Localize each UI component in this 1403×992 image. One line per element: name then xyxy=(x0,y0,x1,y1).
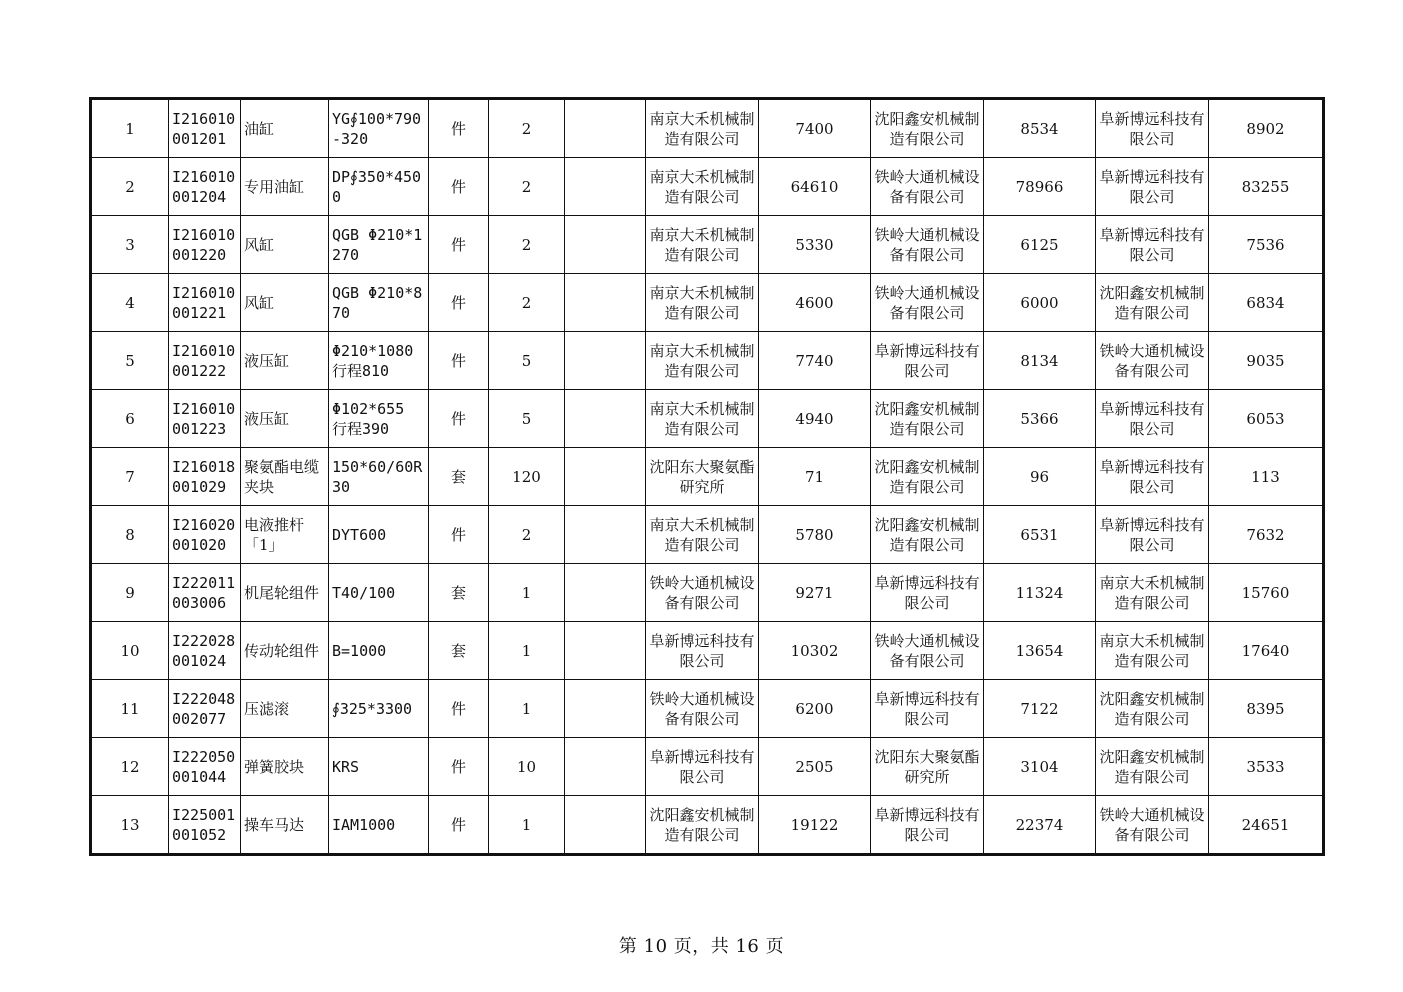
price-1-cell: 64610 xyxy=(759,158,871,216)
table-row xyxy=(91,796,1324,855)
empty-cell xyxy=(565,680,646,738)
supplier-1-cell: 南京大禾机械制造有限公司 xyxy=(646,99,759,158)
supplier-2-cell: 阜新博远科技有限公司 xyxy=(871,332,984,390)
table-row xyxy=(91,274,1324,332)
specification-cell: QGB Φ210*870 xyxy=(329,274,429,332)
price-1-cell: 10302 xyxy=(759,622,871,680)
price-2-cell: 96 xyxy=(984,448,1096,506)
supplier-2-cell: 铁岭大通机械设备有限公司 xyxy=(871,622,984,680)
quantity-cell: 1 xyxy=(489,680,565,738)
material-name-cell: 风缸 xyxy=(241,274,329,332)
unit-cell: 件 xyxy=(429,216,489,274)
price-2-cell: 11324 xyxy=(984,564,1096,622)
material-name-cell: 液压缸 xyxy=(241,332,329,390)
supplier-1-cell: 阜新博远科技有限公司 xyxy=(646,622,759,680)
price-2-cell: 7122 xyxy=(984,680,1096,738)
supplier-3-cell: 南京大禾机械制造有限公司 xyxy=(1096,564,1209,622)
empty-cell xyxy=(565,738,646,796)
supplier-2-cell: 阜新博远科技有限公司 xyxy=(871,564,984,622)
page-footer: 第 10 页，共 16 页 xyxy=(618,936,785,957)
material-code-cell: I216020001020 xyxy=(169,506,241,564)
table-row xyxy=(91,564,1324,622)
price-3-cell: 113 xyxy=(1209,448,1324,506)
price-3-cell: 6053 xyxy=(1209,390,1324,448)
empty-cell xyxy=(565,622,646,680)
material-code-cell: I216010001204 xyxy=(169,158,241,216)
price-1-cell: 5780 xyxy=(759,506,871,564)
quantity-cell: 5 xyxy=(489,390,565,448)
price-1-cell: 7740 xyxy=(759,332,871,390)
unit-cell: 件 xyxy=(429,99,489,158)
supplier-3-cell: 沈阳鑫安机械制造有限公司 xyxy=(1096,738,1209,796)
supplier-1-cell: 铁岭大通机械设备有限公司 xyxy=(646,564,759,622)
supplier-3-cell: 沈阳鑫安机械制造有限公司 xyxy=(1096,680,1209,738)
table-row xyxy=(91,158,1324,216)
unit-cell: 套 xyxy=(429,564,489,622)
unit-cell: 件 xyxy=(429,738,489,796)
price-1-cell: 5330 xyxy=(759,216,871,274)
quantity-cell: 2 xyxy=(489,99,565,158)
supplier-3-cell: 阜新博远科技有限公司 xyxy=(1096,216,1209,274)
unit-cell: 件 xyxy=(429,796,489,855)
specification-cell: DYT600 xyxy=(329,506,429,564)
price-2-cell: 13654 xyxy=(984,622,1096,680)
price-3-cell: 24651 xyxy=(1209,796,1324,855)
price-3-cell: 7632 xyxy=(1209,506,1324,564)
unit-cell: 套 xyxy=(429,622,489,680)
unit-cell: 套 xyxy=(429,448,489,506)
specification-cell: KRS xyxy=(329,738,429,796)
price-2-cell: 6000 xyxy=(984,274,1096,332)
supplier-3-cell: 铁岭大通机械设备有限公司 xyxy=(1096,796,1209,855)
price-2-cell: 8134 xyxy=(984,332,1096,390)
supplier-2-cell: 铁岭大通机械设备有限公司 xyxy=(871,274,984,332)
empty-cell xyxy=(565,216,646,274)
material-code-cell: I216010001220 xyxy=(169,216,241,274)
specification-cell: YG∮100*790-320 xyxy=(329,99,429,158)
material-name-cell: 风缸 xyxy=(241,216,329,274)
row-number-cell: 3 xyxy=(91,216,169,274)
price-3-cell: 8902 xyxy=(1209,99,1324,158)
supplier-3-cell: 南京大禾机械制造有限公司 xyxy=(1096,622,1209,680)
price-1-cell: 4600 xyxy=(759,274,871,332)
price-2-cell: 6531 xyxy=(984,506,1096,564)
supplier-1-cell: 南京大禾机械制造有限公司 xyxy=(646,216,759,274)
empty-cell xyxy=(565,564,646,622)
supplier-3-cell: 沈阳鑫安机械制造有限公司 xyxy=(1096,274,1209,332)
quantity-cell: 2 xyxy=(489,274,565,332)
supplier-2-cell: 沈阳东大聚氨酯研究所 xyxy=(871,738,984,796)
specification-cell: DP∮350*4500 xyxy=(329,158,429,216)
specification-cell: ∮325*3300 xyxy=(329,680,429,738)
quantity-cell: 1 xyxy=(489,796,565,855)
supplier-1-cell: 铁岭大通机械设备有限公司 xyxy=(646,680,759,738)
supplier-3-cell: 铁岭大通机械设备有限公司 xyxy=(1096,332,1209,390)
material-code-cell: I216010001201 xyxy=(169,99,241,158)
quantity-cell: 2 xyxy=(489,216,565,274)
supplier-3-cell: 阜新博远科技有限公司 xyxy=(1096,158,1209,216)
price-3-cell: 83255 xyxy=(1209,158,1324,216)
quantity-cell: 2 xyxy=(489,158,565,216)
procurement-table xyxy=(89,97,1325,856)
price-1-cell: 19122 xyxy=(759,796,871,855)
price-1-cell: 4940 xyxy=(759,390,871,448)
specification-cell: T40/100 xyxy=(329,564,429,622)
unit-cell: 件 xyxy=(429,332,489,390)
empty-cell xyxy=(565,390,646,448)
unit-cell: 件 xyxy=(429,158,489,216)
supplier-1-cell: 南京大禾机械制造有限公司 xyxy=(646,506,759,564)
table-row xyxy=(91,332,1324,390)
row-number-cell: 13 xyxy=(91,796,169,855)
supplier-2-cell: 铁岭大通机械设备有限公司 xyxy=(871,158,984,216)
material-name-cell: 油缸 xyxy=(241,99,329,158)
row-number-cell: 5 xyxy=(91,332,169,390)
supplier-2-cell: 阜新博远科技有限公司 xyxy=(871,680,984,738)
table-row xyxy=(91,99,1324,158)
specification-cell: 150*60/60R30 xyxy=(329,448,429,506)
material-code-cell: I216018001029 xyxy=(169,448,241,506)
row-number-cell: 2 xyxy=(91,158,169,216)
supplier-3-cell: 阜新博远科技有限公司 xyxy=(1096,448,1209,506)
price-2-cell: 3104 xyxy=(984,738,1096,796)
supplier-1-cell: 阜新博远科技有限公司 xyxy=(646,738,759,796)
row-number-cell: 12 xyxy=(91,738,169,796)
supplier-2-cell: 沈阳鑫安机械制造有限公司 xyxy=(871,506,984,564)
material-name-cell: 传动轮组件 xyxy=(241,622,329,680)
material-name-cell: 操车马达 xyxy=(241,796,329,855)
table-row xyxy=(91,680,1324,738)
price-3-cell: 9035 xyxy=(1209,332,1324,390)
material-name-cell: 液压缸 xyxy=(241,390,329,448)
table-row xyxy=(91,448,1324,506)
material-code-cell: I216010001222 xyxy=(169,332,241,390)
row-number-cell: 1 xyxy=(91,99,169,158)
material-code-cell: I222011003006 xyxy=(169,564,241,622)
supplier-3-cell: 阜新博远科技有限公司 xyxy=(1096,99,1209,158)
row-number-cell: 9 xyxy=(91,564,169,622)
price-1-cell: 2505 xyxy=(759,738,871,796)
supplier-3-cell: 阜新博远科技有限公司 xyxy=(1096,390,1209,448)
material-code-cell: I222028001024 xyxy=(169,622,241,680)
quantity-cell: 120 xyxy=(489,448,565,506)
quantity-cell: 1 xyxy=(489,564,565,622)
unit-cell: 件 xyxy=(429,680,489,738)
material-name-cell: 机尾轮组件 xyxy=(241,564,329,622)
specification-cell: B=1000 xyxy=(329,622,429,680)
material-code-cell: I222050001044 xyxy=(169,738,241,796)
price-1-cell: 71 xyxy=(759,448,871,506)
unit-cell: 件 xyxy=(429,274,489,332)
price-2-cell: 8534 xyxy=(984,99,1096,158)
empty-cell xyxy=(565,796,646,855)
table-row xyxy=(91,216,1324,274)
material-code-cell: I225001001052 xyxy=(169,796,241,855)
material-name-cell: 弹簧胶块 xyxy=(241,738,329,796)
specification-cell: Φ102*655 行程390 xyxy=(329,390,429,448)
empty-cell xyxy=(565,158,646,216)
empty-cell xyxy=(565,506,646,564)
price-3-cell: 8395 xyxy=(1209,680,1324,738)
price-2-cell: 78966 xyxy=(984,158,1096,216)
row-number-cell: 4 xyxy=(91,274,169,332)
quantity-cell: 2 xyxy=(489,506,565,564)
price-1-cell: 9271 xyxy=(759,564,871,622)
material-name-cell: 专用油缸 xyxy=(241,158,329,216)
row-number-cell: 8 xyxy=(91,506,169,564)
table-body xyxy=(91,99,1324,855)
supplier-3-cell: 阜新博远科技有限公司 xyxy=(1096,506,1209,564)
empty-cell xyxy=(565,332,646,390)
material-name-cell: 聚氨酯电缆夹块 xyxy=(241,448,329,506)
material-name-cell: 压滤滚 xyxy=(241,680,329,738)
price-3-cell: 3533 xyxy=(1209,738,1324,796)
price-2-cell: 6125 xyxy=(984,216,1096,274)
material-code-cell: I216010001223 xyxy=(169,390,241,448)
row-number-cell: 7 xyxy=(91,448,169,506)
supplier-2-cell: 铁岭大通机械设备有限公司 xyxy=(871,216,984,274)
material-name-cell: 电液推杆「1」 xyxy=(241,506,329,564)
material-code-cell: I222048002077 xyxy=(169,680,241,738)
row-number-cell: 10 xyxy=(91,622,169,680)
specification-cell: QGB Φ210*1270 xyxy=(329,216,429,274)
row-number-cell: 6 xyxy=(91,390,169,448)
price-1-cell: 7400 xyxy=(759,99,871,158)
supplier-2-cell: 阜新博远科技有限公司 xyxy=(871,796,984,855)
price-3-cell: 7536 xyxy=(1209,216,1324,274)
supplier-1-cell: 南京大禾机械制造有限公司 xyxy=(646,274,759,332)
supplier-1-cell: 南京大禾机械制造有限公司 xyxy=(646,390,759,448)
empty-cell xyxy=(565,274,646,332)
price-2-cell: 5366 xyxy=(984,390,1096,448)
price-3-cell: 15760 xyxy=(1209,564,1324,622)
unit-cell: 件 xyxy=(429,506,489,564)
table-row xyxy=(91,622,1324,680)
table-row xyxy=(91,506,1324,564)
row-number-cell: 11 xyxy=(91,680,169,738)
specification-cell: IAM1000 xyxy=(329,796,429,855)
supplier-1-cell: 南京大禾机械制造有限公司 xyxy=(646,158,759,216)
table-row xyxy=(91,738,1324,796)
material-code-cell: I216010001221 xyxy=(169,274,241,332)
price-3-cell: 6834 xyxy=(1209,274,1324,332)
unit-cell: 件 xyxy=(429,390,489,448)
price-1-cell: 6200 xyxy=(759,680,871,738)
supplier-1-cell: 沈阳东大聚氨酯研究所 xyxy=(646,448,759,506)
quantity-cell: 5 xyxy=(489,332,565,390)
price-3-cell: 17640 xyxy=(1209,622,1324,680)
supplier-1-cell: 沈阳鑫安机械制造有限公司 xyxy=(646,796,759,855)
supplier-1-cell: 南京大禾机械制造有限公司 xyxy=(646,332,759,390)
supplier-2-cell: 沈阳鑫安机械制造有限公司 xyxy=(871,390,984,448)
supplier-2-cell: 沈阳鑫安机械制造有限公司 xyxy=(871,99,984,158)
quantity-cell: 10 xyxy=(489,738,565,796)
specification-cell: Φ210*1080 行程810 xyxy=(329,332,429,390)
table-row xyxy=(91,390,1324,448)
empty-cell xyxy=(565,448,646,506)
quantity-cell: 1 xyxy=(489,622,565,680)
empty-cell xyxy=(565,99,646,158)
price-2-cell: 22374 xyxy=(984,796,1096,855)
supplier-2-cell: 沈阳鑫安机械制造有限公司 xyxy=(871,448,984,506)
